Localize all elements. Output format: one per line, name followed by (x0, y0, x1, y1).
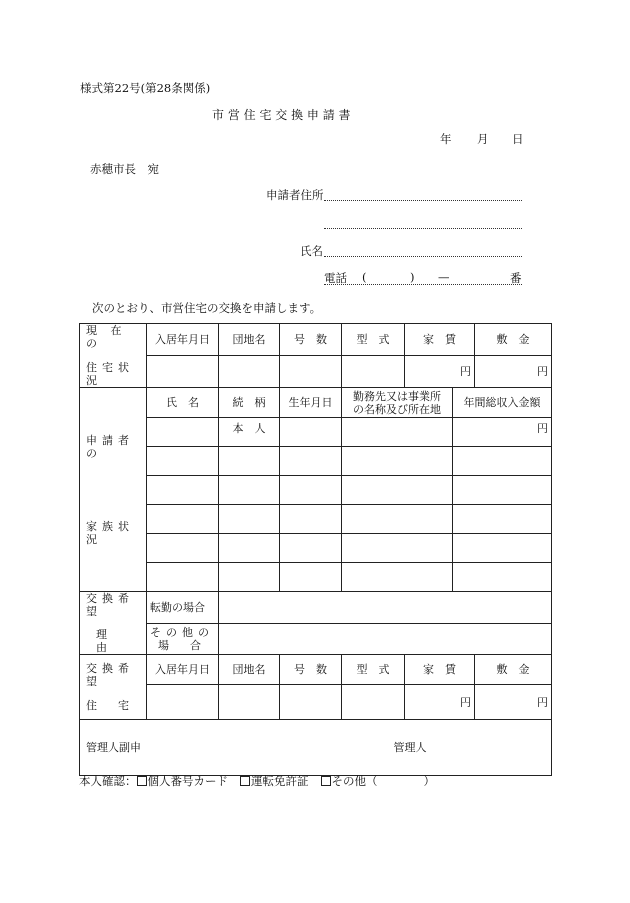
current-header-type: 型 式 (342, 324, 405, 356)
date-year-label: 年 (440, 132, 452, 146)
current-move-in-cell[interactable] (147, 356, 219, 388)
addressee: 赤穂市長 宛 (90, 162, 159, 176)
manager-label: 管理人 (393, 741, 427, 754)
current-header-move-in: 入居年月日 (147, 324, 219, 356)
applicant-address-line-2[interactable] (324, 228, 522, 229)
family-row (80, 505, 552, 534)
current-housing-input-row (80, 356, 552, 388)
phone-label: 電話 (324, 271, 347, 285)
desired-header-complex: 団地名 (219, 655, 280, 685)
reason-transfer-cell[interactable] (219, 592, 552, 624)
identity-label: 本人確認： (79, 774, 137, 788)
current-type-cell[interactable] (342, 356, 405, 388)
current-header-rent: 家 賃 (405, 324, 475, 356)
reason-transfer-row (80, 592, 552, 624)
reason-other-label: その他の 場 合 (147, 623, 219, 655)
manager-cell[interactable] (80, 720, 552, 776)
reason-transfer-label: 転勤の場合 (147, 592, 219, 624)
desired-header-number: 号 数 (280, 655, 342, 685)
phone-close-paren: ) (410, 270, 415, 284)
current-deposit-cell[interactable]: 円 (475, 356, 552, 388)
checkbox-icon[interactable] (137, 776, 147, 786)
desired-complex-cell[interactable] (219, 685, 280, 720)
identity-option-mynumber: 個人番号カード (147, 774, 228, 788)
applicant-name-label: 氏名 (300, 244, 323, 258)
desired-header-type: 型 式 (342, 655, 405, 685)
checkbox-icon[interactable] (240, 776, 250, 786)
desired-header-deposit: 敷 金 (475, 655, 552, 685)
family-workplace-cell[interactable] (342, 418, 453, 447)
phone-dash: — (438, 270, 450, 284)
family-header-income: 年間総収入金額 (453, 388, 552, 418)
phone-ban: 番 (510, 271, 522, 285)
family-row (80, 476, 552, 505)
identity-confirmation (79, 773, 435, 789)
family-name-cell[interactable] (147, 418, 219, 447)
family-label: 申請者の 家族状況 (80, 388, 147, 592)
family-relation-self: 本 人 (219, 418, 280, 447)
current-complex-cell[interactable] (219, 356, 280, 388)
manager-vice-label: 管理人副申 (86, 741, 141, 754)
intro-text: 次のとおり、市営住宅の交換を申請します。 (92, 301, 322, 315)
desired-type-cell[interactable] (342, 685, 405, 720)
reason-other-cell[interactable] (219, 623, 552, 655)
desired-housing-label: 交換希望 住 宅 (80, 655, 147, 720)
desired-housing-header-row (80, 655, 552, 685)
family-header-workplace: 勤務先又は事業所の名称及び所在地 (342, 388, 453, 418)
desired-housing-input-row (80, 685, 552, 720)
form-number: 様式第22号(第28条関係) (80, 81, 211, 95)
current-header-complex: 団地名 (219, 324, 280, 356)
form-title: 市 営 住 宅 交 換 申 請 書 (212, 108, 351, 122)
date-day-label: 日 (512, 132, 524, 146)
current-number-cell[interactable] (280, 356, 342, 388)
desired-header-move-in: 入居年月日 (147, 655, 219, 685)
family-row (80, 563, 552, 592)
desired-rent-cell[interactable]: 円 (405, 685, 475, 720)
family-row (80, 447, 552, 476)
desired-header-rent: 家 賃 (405, 655, 475, 685)
desired-move-in-cell[interactable] (147, 685, 219, 720)
family-header-name: 氏 名 (147, 388, 219, 418)
current-rent-cell[interactable]: 円 (405, 356, 475, 388)
reason-other-row (80, 623, 552, 655)
family-income-cell[interactable]: 円 (453, 418, 552, 447)
current-housing-label: 現 在 の 住宅状況 (80, 324, 147, 388)
applicant-name-line[interactable] (324, 256, 522, 257)
current-header-deposit: 敷 金 (475, 324, 552, 356)
phone-line[interactable] (324, 284, 522, 285)
family-row (80, 534, 552, 563)
family-header-birthdate: 生年月日 (280, 388, 342, 418)
current-header-number: 号 数 (280, 324, 342, 356)
current-housing-header-row (80, 324, 552, 356)
desired-deposit-cell[interactable]: 円 (475, 685, 552, 720)
applicant-address-line[interactable] (324, 200, 522, 201)
date-month-label: 月 (477, 132, 489, 146)
family-header-relation: 続 柄 (219, 388, 280, 418)
family-header-row (80, 388, 552, 418)
reason-label: 交換希望 理 由 (80, 592, 147, 655)
identity-option-other: その他（ ） (331, 774, 435, 788)
family-birthdate-cell[interactable] (280, 418, 342, 447)
applicant-address-label: 申請者住所 (266, 188, 324, 202)
desired-number-cell[interactable] (280, 685, 342, 720)
checkbox-icon[interactable] (321, 776, 331, 786)
family-row (80, 418, 552, 447)
phone-open-paren: ( (362, 270, 367, 284)
identity-option-license: 運転免許証 (251, 774, 309, 788)
application-table (79, 323, 552, 776)
manager-row (80, 720, 552, 776)
